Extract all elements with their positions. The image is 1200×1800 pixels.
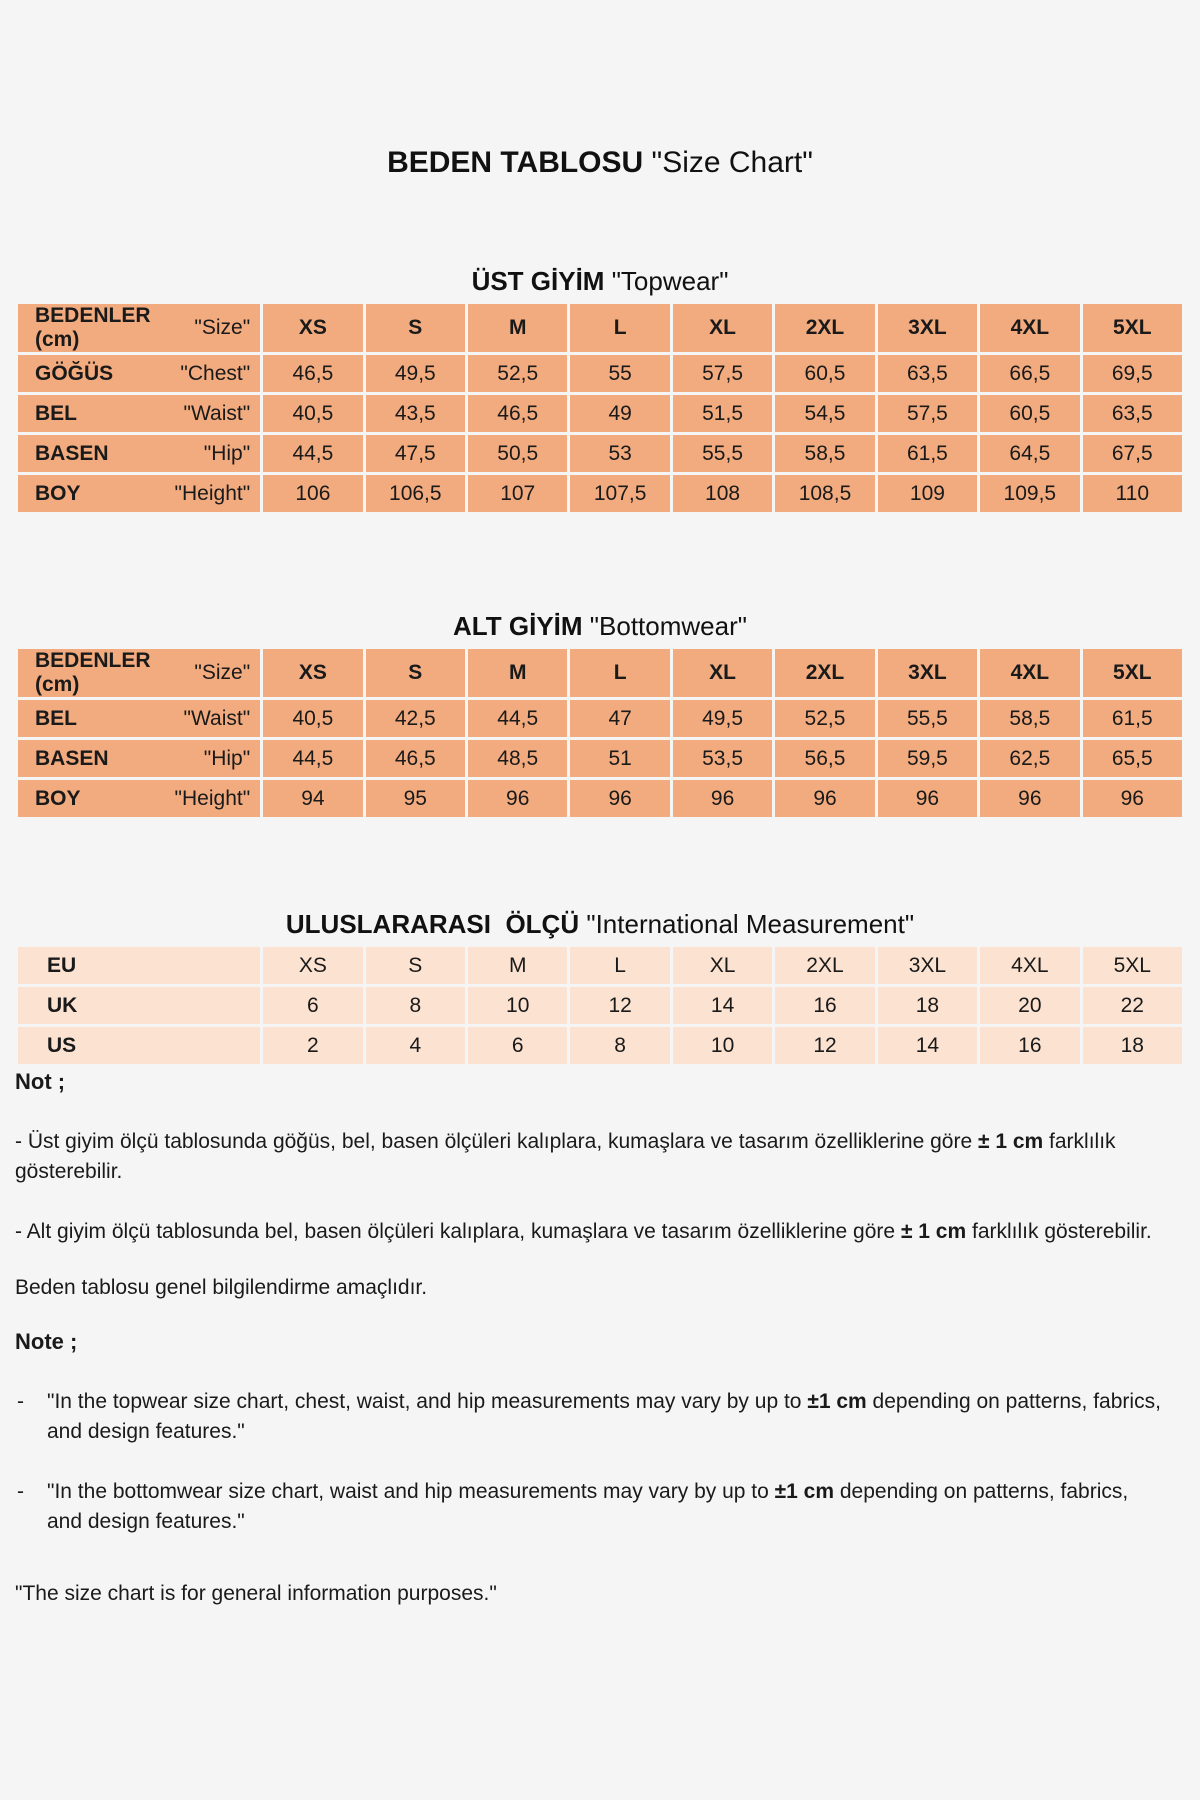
row-label-cell bbox=[18, 475, 260, 512]
value-cell: 40,5 bbox=[263, 700, 362, 737]
note-topwear-english bbox=[15, 1387, 1187, 1447]
value-cell: 109 bbox=[878, 475, 977, 512]
table-row bbox=[18, 435, 1182, 472]
table-row bbox=[18, 304, 1182, 352]
value-cell: 95 bbox=[366, 780, 465, 817]
value-cell: 55,5 bbox=[878, 700, 977, 737]
topwear-heading bbox=[0, 266, 1200, 297]
value-cell: 60,5 bbox=[775, 355, 874, 392]
value-cell: XL bbox=[673, 947, 772, 984]
value-cell: 42,5 bbox=[366, 700, 465, 737]
value-cell: 48,5 bbox=[468, 740, 567, 777]
size-header-cell: 3XL bbox=[878, 304, 977, 352]
value-cell: 14 bbox=[673, 987, 772, 1024]
international-table bbox=[15, 944, 1185, 1067]
international-heading-english: "International Measurement" bbox=[586, 909, 915, 939]
value-cell: 50,5 bbox=[468, 435, 567, 472]
value-cell: 6 bbox=[263, 987, 362, 1024]
value-cell: 10 bbox=[468, 987, 567, 1024]
value-cell: 49,5 bbox=[673, 700, 772, 737]
value-cell: 61,5 bbox=[1083, 700, 1182, 737]
note-topwear-turkish: - Üst giyim ölçü tablosunda göğüs, bel, basen ölçüleri kalıplara, kumaşlara ve tasarım özelliklerine göre ± 1 cm farklılık gösterebilir. bbox=[15, 1130, 1116, 1183]
row-label-english: "Hip" bbox=[203, 441, 251, 465]
value-cell: 106,5 bbox=[366, 475, 465, 512]
table-row bbox=[18, 475, 1182, 512]
row-label-cell bbox=[18, 780, 260, 817]
heading-spacer bbox=[583, 611, 590, 641]
row-label-cell bbox=[18, 700, 260, 737]
row-label-turkish: BEL bbox=[35, 401, 77, 425]
topwear-heading-english: "Topwear" bbox=[611, 266, 729, 296]
value-cell: 58,5 bbox=[980, 700, 1079, 737]
notes-section bbox=[15, 1067, 1187, 1609]
value-cell: 59,5 bbox=[878, 740, 977, 777]
value-cell: L bbox=[570, 947, 669, 984]
value-cell: 49,5 bbox=[366, 355, 465, 392]
size-header-cell: 5XL bbox=[1083, 304, 1182, 352]
size-header-cell: L bbox=[570, 304, 669, 352]
value-cell: 64,5 bbox=[980, 435, 1079, 472]
value-cell: 63,5 bbox=[1083, 395, 1182, 432]
row-label-turkish: BOY bbox=[35, 786, 81, 810]
size-header-cell: XS bbox=[263, 649, 362, 697]
table-row bbox=[18, 649, 1182, 697]
row-label-cell bbox=[18, 987, 260, 1024]
row-label-turkish: BEDENLER (cm) bbox=[35, 304, 151, 351]
size-header-cell: M bbox=[468, 649, 567, 697]
bullet-text: "In the topwear size chart, chest, waist, and hip measurements may vary by up to ±1 cm depending on patterns, fabrics, and design features." bbox=[47, 1390, 1161, 1443]
note-general-turkish: Beden tablosu genel bilgilendirme amaçlıdır. bbox=[15, 1276, 428, 1299]
row-label-turkish: BASEN bbox=[35, 441, 109, 465]
value-cell: 109,5 bbox=[980, 475, 1079, 512]
value-cell: 22 bbox=[1083, 987, 1182, 1024]
value-cell: 44,5 bbox=[263, 740, 362, 777]
value-cell: 8 bbox=[366, 987, 465, 1024]
row-label-cell bbox=[18, 1027, 260, 1064]
value-cell: 4XL bbox=[980, 947, 1079, 984]
table-row bbox=[18, 395, 1182, 432]
bottomwear-heading-turkish: ALT GİYİM bbox=[453, 611, 583, 641]
row-label-turkish: BEDENLER (cm) bbox=[35, 649, 151, 696]
heading-spacer bbox=[604, 266, 611, 296]
row-label-cell bbox=[18, 435, 260, 472]
value-cell: 53,5 bbox=[673, 740, 772, 777]
value-cell: 96 bbox=[878, 780, 977, 817]
row-label-turkish: BASEN bbox=[35, 746, 109, 770]
value-cell: 49 bbox=[570, 395, 669, 432]
size-header-cell: XS bbox=[263, 304, 362, 352]
value-cell: 52,5 bbox=[775, 700, 874, 737]
value-cell: 2XL bbox=[775, 947, 874, 984]
value-cell: XS bbox=[263, 947, 362, 984]
value-cell: 62,5 bbox=[980, 740, 1079, 777]
value-cell: 107 bbox=[468, 475, 567, 512]
row-label-turkish: EU bbox=[47, 953, 77, 977]
value-cell: 12 bbox=[570, 987, 669, 1024]
size-header-cell: 4XL bbox=[980, 304, 1079, 352]
value-cell: 18 bbox=[878, 987, 977, 1024]
page-title-turkish: BEDEN TABLOSU bbox=[387, 146, 644, 179]
page-title bbox=[0, 146, 1200, 180]
value-cell: 54,5 bbox=[775, 395, 874, 432]
bullet-dash: - bbox=[17, 1480, 24, 1503]
value-cell: 96 bbox=[570, 780, 669, 817]
row-label-turkish: BOY bbox=[35, 481, 81, 505]
size-header-cell: S bbox=[366, 649, 465, 697]
row-label-english: "Waist" bbox=[183, 401, 251, 425]
row-label-cell bbox=[18, 649, 260, 697]
size-header-cell: L bbox=[570, 649, 669, 697]
value-cell: 40,5 bbox=[263, 395, 362, 432]
value-cell: 53 bbox=[570, 435, 669, 472]
value-cell: 69,5 bbox=[1083, 355, 1182, 392]
value-cell: 108,5 bbox=[775, 475, 874, 512]
value-cell: 57,5 bbox=[673, 355, 772, 392]
value-cell: 94 bbox=[263, 780, 362, 817]
note-heading-english: Note ; bbox=[15, 1329, 78, 1354]
table-row bbox=[18, 987, 1182, 1024]
row-label-turkish: BEL bbox=[35, 706, 77, 730]
topwear-table bbox=[15, 301, 1185, 515]
value-cell: 44,5 bbox=[468, 700, 567, 737]
value-cell: 5XL bbox=[1083, 947, 1182, 984]
value-cell: 51 bbox=[570, 740, 669, 777]
size-header-cell: 4XL bbox=[980, 649, 1079, 697]
value-cell: S bbox=[366, 947, 465, 984]
value-cell: 108 bbox=[673, 475, 772, 512]
international-heading-turkish: ULUSLARARASI ÖLÇÜ bbox=[285, 909, 580, 939]
value-cell: 43,5 bbox=[366, 395, 465, 432]
value-cell: 110 bbox=[1083, 475, 1182, 512]
value-cell: 60,5 bbox=[980, 395, 1079, 432]
row-label-english: "Size" bbox=[194, 316, 251, 339]
row-label-english: "Height" bbox=[174, 481, 251, 505]
value-cell: 107,5 bbox=[570, 475, 669, 512]
topwear-heading-turkish: ÜST GİYİM bbox=[471, 266, 605, 296]
value-cell: 67,5 bbox=[1083, 435, 1182, 472]
bottomwear-table bbox=[15, 646, 1185, 820]
value-cell: 52,5 bbox=[468, 355, 567, 392]
value-cell: 96 bbox=[980, 780, 1079, 817]
size-header-cell: XL bbox=[673, 649, 772, 697]
value-cell: 46,5 bbox=[468, 395, 567, 432]
table-row bbox=[18, 740, 1182, 777]
value-cell: 16 bbox=[775, 987, 874, 1024]
row-label-english: "Size" bbox=[194, 661, 251, 684]
value-cell: M bbox=[468, 947, 567, 984]
value-cell: 56,5 bbox=[775, 740, 874, 777]
value-cell: 51,5 bbox=[673, 395, 772, 432]
row-label-cell bbox=[18, 304, 260, 352]
row-label-cell bbox=[18, 355, 260, 392]
bottomwear-heading bbox=[0, 611, 1200, 642]
bullet-text: "In the bottomwear size chart, waist and hip measurements may vary by up to ±1 cm depending on patterns, fabrics, and design features." bbox=[47, 1480, 1129, 1533]
row-label-turkish: GÖĞÜS bbox=[35, 361, 114, 385]
value-cell: 47,5 bbox=[366, 435, 465, 472]
international-heading bbox=[0, 909, 1200, 940]
value-cell: 57,5 bbox=[878, 395, 977, 432]
table-row bbox=[18, 700, 1182, 737]
note-bottomwear-english bbox=[15, 1477, 1187, 1537]
value-cell: 44,5 bbox=[263, 435, 362, 472]
note-heading-turkish: Not ; bbox=[15, 1069, 66, 1094]
row-label-cell bbox=[18, 947, 260, 984]
value-cell: 4 bbox=[366, 1027, 465, 1064]
size-header-cell: M bbox=[468, 304, 567, 352]
value-cell: 55,5 bbox=[673, 435, 772, 472]
note-bottomwear-turkish: - Alt giyim ölçü tablosunda bel, basen ölçüleri kalıplara, kumaşlara ve tasarım özelliklerine göre ± 1 cm farklılık gösterebilir. bbox=[15, 1220, 1152, 1243]
value-cell: 12 bbox=[775, 1027, 874, 1064]
value-cell: 46,5 bbox=[366, 740, 465, 777]
table-row bbox=[18, 780, 1182, 817]
value-cell: 18 bbox=[1083, 1027, 1182, 1064]
size-header-cell: XL bbox=[673, 304, 772, 352]
row-label-turkish: US bbox=[47, 1033, 77, 1057]
row-label-turkish: UK bbox=[47, 993, 78, 1017]
value-cell: 3XL bbox=[878, 947, 977, 984]
bottomwear-heading-english: "Bottomwear" bbox=[589, 611, 747, 641]
value-cell: 96 bbox=[673, 780, 772, 817]
table-row bbox=[18, 355, 1182, 392]
size-header-cell: 2XL bbox=[775, 304, 874, 352]
note-general-english: "The size chart is for general information purposes." bbox=[15, 1582, 497, 1605]
size-header-cell: 3XL bbox=[878, 649, 977, 697]
value-cell: 6 bbox=[468, 1027, 567, 1064]
row-label-english: "Chest" bbox=[180, 361, 251, 385]
value-cell: 58,5 bbox=[775, 435, 874, 472]
value-cell: 55 bbox=[570, 355, 669, 392]
table-row bbox=[18, 1027, 1182, 1064]
value-cell: 96 bbox=[1083, 780, 1182, 817]
size-header-cell: 2XL bbox=[775, 649, 874, 697]
value-cell: 106 bbox=[263, 475, 362, 512]
value-cell: 20 bbox=[980, 987, 1079, 1024]
value-cell: 96 bbox=[468, 780, 567, 817]
value-cell: 46,5 bbox=[263, 355, 362, 392]
page-title-english: "Size Chart" bbox=[651, 146, 813, 179]
title-spacer bbox=[643, 146, 651, 179]
bullet-dash: - bbox=[17, 1390, 24, 1413]
row-label-english: "Hip" bbox=[203, 746, 251, 770]
value-cell: 10 bbox=[673, 1027, 772, 1064]
value-cell: 16 bbox=[980, 1027, 1079, 1064]
size-header-cell: S bbox=[366, 304, 465, 352]
row-label-english: "Waist" bbox=[183, 706, 251, 730]
value-cell: 61,5 bbox=[878, 435, 977, 472]
value-cell: 63,5 bbox=[878, 355, 977, 392]
row-label-cell bbox=[18, 740, 260, 777]
table-row bbox=[18, 947, 1182, 984]
value-cell: 8 bbox=[570, 1027, 669, 1064]
row-label-english: "Height" bbox=[174, 786, 251, 810]
value-cell: 2 bbox=[263, 1027, 362, 1064]
value-cell: 65,5 bbox=[1083, 740, 1182, 777]
row-label-cell bbox=[18, 395, 260, 432]
value-cell: 66,5 bbox=[980, 355, 1079, 392]
size-header-cell: 5XL bbox=[1083, 649, 1182, 697]
value-cell: 96 bbox=[775, 780, 874, 817]
value-cell: 47 bbox=[570, 700, 669, 737]
value-cell: 14 bbox=[878, 1027, 977, 1064]
